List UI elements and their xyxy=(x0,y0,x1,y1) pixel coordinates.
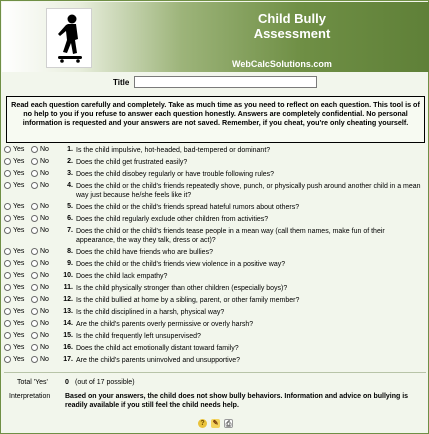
no-label: No xyxy=(40,170,49,177)
total-yes-note: (out of 17 possible) xyxy=(75,379,135,386)
yes-option[interactable] xyxy=(4,158,24,165)
no-option[interactable] xyxy=(31,170,49,177)
no-option[interactable] xyxy=(31,182,49,189)
no-radio[interactable] xyxy=(31,284,38,291)
results-divider xyxy=(4,372,426,373)
pencil-icon[interactable]: ✎ xyxy=(212,420,219,427)
question-row xyxy=(4,248,426,258)
question-number: 16. xyxy=(63,344,73,351)
yes-label: Yes xyxy=(13,182,25,189)
question-number: 7. xyxy=(67,227,73,234)
question-number: 15. xyxy=(63,332,73,339)
no-radio[interactable] xyxy=(31,227,38,234)
question-number: 14. xyxy=(63,320,73,327)
yes-radio[interactable] xyxy=(4,227,11,234)
question-number: 8. xyxy=(67,248,73,255)
yes-radio[interactable] xyxy=(4,215,11,222)
yes-label: Yes xyxy=(13,356,25,363)
question-number: 3. xyxy=(67,170,73,177)
no-option[interactable] xyxy=(31,332,49,339)
question-text: Is the child impulsive, hot-headed, bad-tempered or dominant? xyxy=(76,147,271,154)
no-label: No xyxy=(40,215,49,222)
print-icon[interactable]: ⎙ xyxy=(225,421,232,428)
yes-option[interactable] xyxy=(4,356,24,363)
yes-radio[interactable] xyxy=(4,272,11,279)
interpretation-text: Based on your answers, the child does not show bully behaviors. Information and advice on bullying is readily available if you still feel the child needs help. xyxy=(65,393,409,409)
no-label: No xyxy=(40,260,49,267)
yes-radio[interactable] xyxy=(4,332,11,339)
no-option[interactable] xyxy=(31,248,49,255)
yes-label: Yes xyxy=(13,296,25,303)
no-radio[interactable] xyxy=(31,272,38,279)
site-name: WebCalcSolutions.com xyxy=(232,59,332,69)
no-radio[interactable] xyxy=(31,260,38,267)
yes-option[interactable] xyxy=(4,215,24,222)
question-text: Does the child or the child's friends repeatedly shove, punch, or physically push around another child in a mean way just because he/she feels like it? xyxy=(76,183,421,199)
no-radio[interactable] xyxy=(31,158,38,165)
question-text: Are the child's parents uninvolved and unsupportive? xyxy=(76,357,240,364)
yes-label: Yes xyxy=(13,320,25,327)
no-radio[interactable] xyxy=(31,182,38,189)
no-radio[interactable] xyxy=(31,170,38,177)
no-radio[interactable] xyxy=(31,248,38,255)
no-label: No xyxy=(40,146,49,153)
question-row xyxy=(4,260,426,270)
yes-option[interactable] xyxy=(4,344,24,351)
yes-option[interactable] xyxy=(4,332,24,339)
no-radio[interactable] xyxy=(31,332,38,339)
yes-option[interactable] xyxy=(4,227,24,234)
no-label: No xyxy=(40,332,49,339)
question-text: Does the child act emotionally distant toward family? xyxy=(76,345,239,352)
question-row xyxy=(4,296,426,306)
title-row xyxy=(1,76,429,90)
question-row xyxy=(4,227,426,246)
question-row xyxy=(4,182,426,201)
no-option[interactable] xyxy=(31,260,49,267)
question-text: Does the child lack empathy? xyxy=(76,273,168,280)
no-label: No xyxy=(40,182,49,189)
question-text: Is the child frequently left unsupervised? xyxy=(76,333,201,340)
yes-option[interactable] xyxy=(4,203,24,210)
logo xyxy=(46,8,92,68)
no-label: No xyxy=(40,296,49,303)
yes-label: Yes xyxy=(13,170,25,177)
question-number: 11. xyxy=(63,284,73,291)
total-yes-label: Total 'Yes' xyxy=(17,379,48,386)
yes-radio[interactable] xyxy=(4,248,11,255)
no-label: No xyxy=(40,356,49,363)
question-row xyxy=(4,284,426,294)
yes-radio[interactable] xyxy=(4,356,11,363)
app-title xyxy=(232,11,352,41)
question-text: Does the child regularly exclude other children from activities? xyxy=(76,216,269,223)
yes-radio[interactable] xyxy=(4,308,11,315)
no-radio[interactable] xyxy=(31,344,38,351)
no-radio[interactable] xyxy=(31,215,38,222)
yes-radio[interactable] xyxy=(4,296,11,303)
interpretation-label: Interpretation xyxy=(9,393,51,400)
yes-option[interactable] xyxy=(4,182,24,189)
question-row xyxy=(4,344,426,354)
help-icon[interactable]: ? xyxy=(198,419,207,428)
question-number: 2. xyxy=(67,158,73,165)
yes-radio[interactable] xyxy=(4,203,11,210)
skateboarder-silhouette-icon xyxy=(47,9,93,69)
question-number: 1. xyxy=(67,146,73,153)
question-number: 17. xyxy=(63,356,73,363)
no-radio[interactable] xyxy=(31,146,38,153)
app-title-line1: Child Bully xyxy=(258,11,326,26)
yes-option[interactable] xyxy=(4,308,24,315)
app-title-line2: Assessment xyxy=(253,26,331,41)
no-radio[interactable] xyxy=(31,308,38,315)
yes-radio[interactable] xyxy=(4,320,11,327)
yes-label: Yes xyxy=(13,203,25,210)
question-row xyxy=(4,170,426,180)
header-banner xyxy=(2,2,429,72)
question-text: Does the child disobey regularly or have trouble following rules? xyxy=(76,171,275,178)
no-option[interactable] xyxy=(31,320,49,327)
no-radio[interactable] xyxy=(31,356,38,363)
yes-radio[interactable] xyxy=(4,344,11,351)
yes-label: Yes xyxy=(13,158,25,165)
title-label: Title xyxy=(113,78,130,87)
no-option[interactable] xyxy=(31,215,49,222)
question-row xyxy=(4,203,426,213)
question-row xyxy=(4,308,426,318)
question-row xyxy=(4,320,426,330)
no-label: No xyxy=(40,272,49,279)
no-label: No xyxy=(40,308,49,315)
no-option[interactable] xyxy=(31,344,49,351)
no-label: No xyxy=(40,344,49,351)
question-number: 5. xyxy=(67,203,73,210)
question-text: Is the child physically stronger than other children (especially boys)? xyxy=(76,285,288,292)
no-label: No xyxy=(40,203,49,210)
title-input[interactable] xyxy=(134,76,317,88)
no-radio[interactable] xyxy=(31,203,38,210)
no-label: No xyxy=(40,158,49,165)
yes-label: Yes xyxy=(13,146,25,153)
question-text: Are the child's parents overly permissive or overly harsh? xyxy=(76,321,254,328)
question-number: 12. xyxy=(63,296,73,303)
footer-toolbar xyxy=(198,419,233,428)
yes-radio[interactable] xyxy=(4,182,11,189)
yes-option[interactable] xyxy=(4,170,24,177)
question-number: 10. xyxy=(63,272,73,279)
question-row xyxy=(4,272,426,282)
question-text: Does the child or the child's friends spread hateful rumors about others? xyxy=(76,204,300,211)
yes-radio[interactable] xyxy=(4,260,11,267)
question-row xyxy=(4,158,426,168)
yes-option[interactable] xyxy=(4,260,24,267)
yes-radio[interactable] xyxy=(4,284,11,291)
yes-label: Yes xyxy=(13,227,25,234)
yes-option[interactable] xyxy=(4,296,24,303)
no-label: No xyxy=(40,248,49,255)
yes-label: Yes xyxy=(13,260,25,267)
yes-option[interactable] xyxy=(4,272,24,279)
yes-radio[interactable] xyxy=(4,158,11,165)
yes-label: Yes xyxy=(13,272,25,279)
no-radio[interactable] xyxy=(31,296,38,303)
yes-label: Yes xyxy=(13,332,25,339)
total-yes-value: 0 xyxy=(65,379,69,386)
no-option[interactable] xyxy=(31,356,49,363)
yes-radio[interactable] xyxy=(4,146,11,153)
question-text: Is the child disciplined in a harsh, physical way? xyxy=(76,309,225,316)
question-number: 6. xyxy=(67,215,73,222)
no-label: No xyxy=(40,227,49,234)
yes-label: Yes xyxy=(13,215,25,222)
question-row xyxy=(4,332,426,342)
yes-label: Yes xyxy=(13,308,25,315)
question-text: Does the child or the child's friends tease people in a mean way (call them names, make fun of their appearance, the way they talk, dress or act)? xyxy=(76,228,385,244)
yes-label: Yes xyxy=(13,284,25,291)
no-option[interactable] xyxy=(31,272,49,279)
question-number: 13. xyxy=(63,308,73,315)
no-option[interactable] xyxy=(31,158,49,165)
question-number: 9. xyxy=(67,260,73,267)
yes-option[interactable] xyxy=(4,146,24,153)
no-option[interactable] xyxy=(31,296,49,303)
no-label: No xyxy=(40,320,49,327)
question-number: 4. xyxy=(67,182,73,189)
question-text: Does the child or the child's friends view violence in a positive way? xyxy=(76,261,286,268)
question-text: Does the child get frustrated easily? xyxy=(76,159,188,166)
no-option[interactable] xyxy=(31,308,49,315)
question-row xyxy=(4,146,426,156)
yes-option[interactable] xyxy=(4,248,24,255)
yes-label: Yes xyxy=(13,248,25,255)
no-option[interactable] xyxy=(31,146,49,153)
question-text: Is the child bullied at home by a sibling, parent, or other family member? xyxy=(76,297,300,304)
question-row xyxy=(4,356,426,366)
yes-option[interactable] xyxy=(4,320,24,327)
no-label: No xyxy=(40,284,49,291)
no-option[interactable] xyxy=(31,284,49,291)
question-row xyxy=(4,215,426,225)
question-text: Does the child have friends who are bullies? xyxy=(76,249,213,256)
no-radio[interactable] xyxy=(31,320,38,327)
yes-option[interactable] xyxy=(4,284,24,291)
no-option[interactable] xyxy=(31,227,49,234)
yes-radio[interactable] xyxy=(4,170,11,177)
yes-label: Yes xyxy=(13,344,25,351)
instructions-box: Read each question carefully and completely. Take as much time as you need to reflect on each question. This tool is of no help to you if you refuse to answer each question honestly. Answers are completely confidential. No personal information is requested and your answers are not saved. Remember, if you cheat, you're only cheating yourself. xyxy=(6,96,425,143)
no-option[interactable] xyxy=(31,203,49,210)
